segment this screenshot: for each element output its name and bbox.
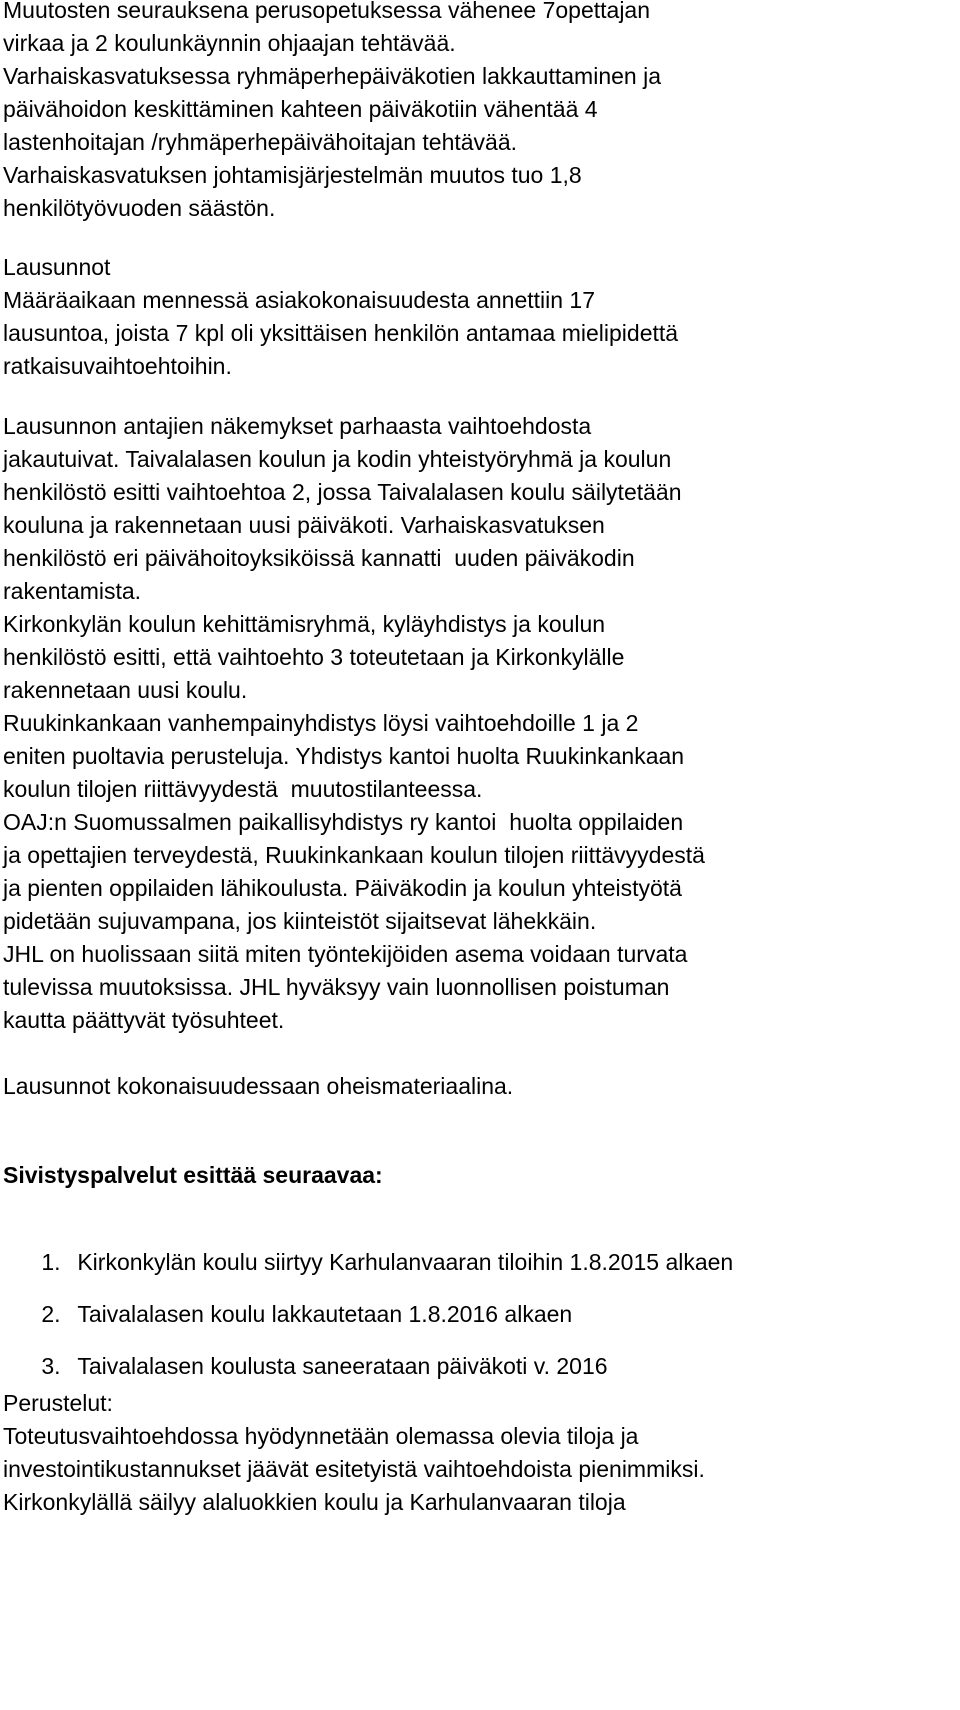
text-line: Kirkonkylän koulun kehittämisryhmä, kyläyhdistys ja koulun — [3, 611, 606, 637]
lausunnot-heading: Lausunnot — [3, 254, 111, 280]
paragraph-statements-count — [3, 284, 960, 383]
text-line: investointikustannukset jäävät esitetyistä vaihtoehdoista pienimmiksi. — [3, 1456, 705, 1482]
text-line: Kirkonkylällä säilyy alaluokkien koulu ja Karhulanvaaran tiloja — [3, 1489, 626, 1515]
text-line: Lausunnon antajien näkemykset parhaasta vaihtoehdosta — [3, 413, 592, 439]
text-line: virkaa ja 2 koulunkäynnin ohjaajan tehtävää. — [3, 30, 456, 56]
text-line: kautta päättyvät työsuhteet. — [3, 1007, 285, 1033]
text-line: rakentamista. — [3, 578, 142, 604]
text-line: Varhaiskasvatuksessa ryhmäperhepäiväkotien lakkauttaminen ja — [3, 63, 661, 89]
proposal-text: Taivalalasen koulu lakkautetaan 1.8.2016 alkaen — [77, 1301, 573, 1327]
paragraph-statements-views — [3, 410, 960, 1037]
proposal-heading: Sivistyspalvelut esittää seuraavaa: — [3, 1162, 383, 1188]
proposal-text: Taivalalasen koulusta saneerataan päiväkoti v. 2016 — [77, 1353, 608, 1379]
text-line: päivähoidon keskittäminen kahteen päiväkotiin vähentää 4 — [3, 96, 598, 122]
text-line: kouluna ja rakennetaan uusi päiväkoti. Varhaiskasvatuksen — [3, 512, 605, 538]
text-line: JHL on huolissaan siitä miten työntekijöiden asema voidaan turvata — [3, 941, 688, 967]
text-line: Muutosten seurauksena perusopetuksessa vähenee 7opettajan — [3, 0, 651, 23]
text-line: koulun tilojen riittävyydestä muutostilanteessa. — [3, 776, 483, 802]
text-line: jakautuivat. Taivalalasen koulun ja kodin yhteistyöryhmä ja koulun — [3, 446, 672, 472]
text-line: Ruukinkankaan vanhempainyhdistys löysi vaihtoehdoille 1 ja 2 — [3, 710, 639, 736]
spacer — [3, 225, 960, 251]
proposal-number: 1. — [41, 1249, 61, 1275]
text-line: henkilötyövuoden säästön. — [3, 195, 276, 221]
text-line: henkilöstö esitti vaihtoehtoa 2, jossa Taivalalasen koulu säilytetään — [3, 479, 682, 505]
text-line: pidetään sujuvampana, jos kiinteistöt sijaitsevat lähekkäin. — [3, 908, 597, 934]
spacer — [3, 1192, 960, 1213]
text-line: rakennetaan uusi koulu. — [3, 677, 248, 703]
spacer — [3, 1037, 960, 1070]
text-line: Toteutusvaihtoehdossa hyödynnetään olemassa olevia tiloja ja — [3, 1423, 639, 1449]
spacer — [3, 1103, 960, 1159]
text-line: OAJ:n Suomussalmen paikallisyhdistys ry kantoi huolta oppilaiden — [3, 809, 684, 835]
text-line: henkilöstö eri päivähoitoyksiköissä kannatti uuden päiväkodin — [3, 545, 635, 571]
text-line: Määräaikaan mennessä asiakokonaisuudesta annettiin 17 — [3, 287, 596, 313]
text-line: ratkaisuvaihtoehtoihin. — [3, 353, 232, 379]
perustelut-heading: Perustelut: — [3, 1390, 113, 1416]
spacer — [3, 383, 960, 410]
proposal-list — [3, 1213, 960, 1379]
text-line: eniten puoltavia perusteluja. Yhdistys kantoi huolta Ruukinkankaan — [3, 743, 685, 769]
text-line: henkilöstö esitti, että vaihtoehto 3 toteutetaan ja Kirkonkylälle — [3, 644, 625, 670]
text-line: lausuntoa, joista 7 kpl oli yksittäisen henkilön antamaa mielipidettä — [3, 320, 679, 346]
proposal-number: 2. — [41, 1301, 61, 1327]
text-line: tulevissa muutoksissa. JHL hyväksyy vain luonnollisen poistuman — [3, 974, 670, 1000]
proposal-number: 3. — [41, 1353, 61, 1379]
proposal-text: Kirkonkylän koulu siirtyy Karhulanvaaran tiloihin 1.8.2015 alkaen — [77, 1249, 734, 1275]
proposal-item — [3, 1213, 960, 1275]
text-line: Varhaiskasvatuksen johtamisjärjestelmän muutos tuo 1,8 — [3, 162, 582, 188]
paragraph-staff-reduction — [3, 0, 960, 225]
attachment-note: Lausunnot kokonaisuudessaan oheismateriaalina. — [3, 1073, 514, 1099]
text-line: lastenhoitajan /ryhmäperhepäivähoitajan tehtävää. — [3, 129, 518, 155]
text-line: ja opettajien terveydestä, Ruukinkankaan koulun tilojen riittävyydestä — [3, 842, 705, 868]
paragraph-justification — [3, 1420, 960, 1519]
text-line: ja pienten oppilaiden lähikoulusta. Päiväkodin ja koulun yhteistyötä — [3, 875, 682, 901]
